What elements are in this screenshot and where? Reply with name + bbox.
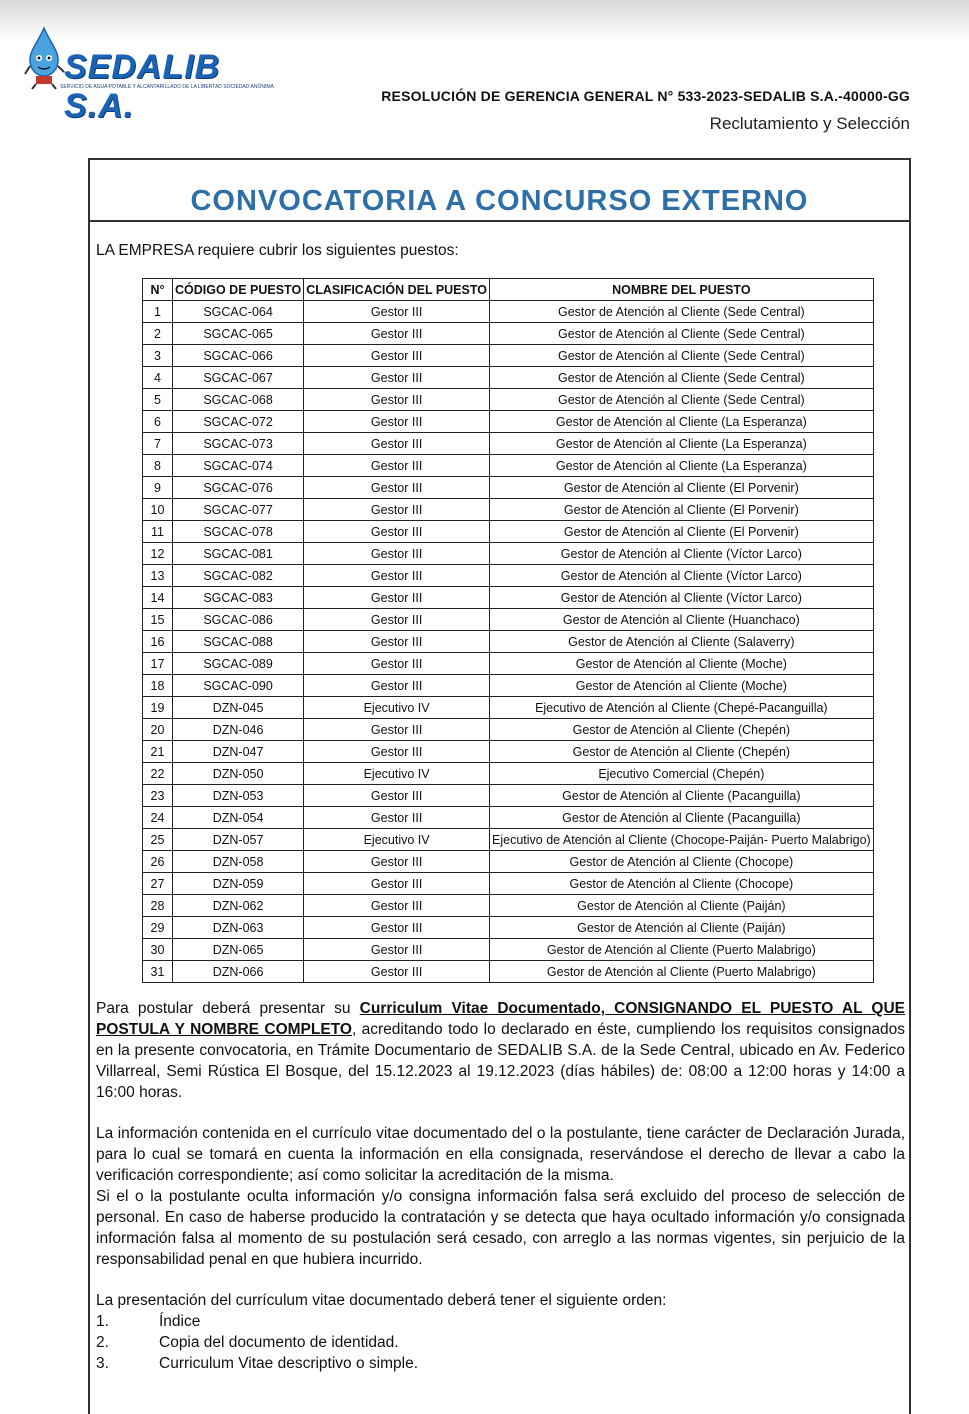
position-code: SGCAC-088 (173, 631, 304, 653)
position-classification: Gestor III (304, 873, 490, 895)
table-row (143, 895, 874, 917)
position-name: Gestor de Atención al Cliente (Pacanguilla) (490, 785, 874, 807)
row-number: 2 (143, 323, 173, 345)
row-number: 22 (143, 763, 173, 785)
position-name: Gestor de Atención al Cliente (Huanchaco) (490, 609, 874, 631)
table-header-row (143, 279, 874, 301)
position-classification: Gestor III (304, 895, 490, 917)
position-code: DZN-066 (173, 961, 304, 983)
document-frame (88, 158, 911, 1414)
position-classification: Gestor III (304, 851, 490, 873)
header-code: CÓDIGO DE PUESTO (173, 279, 304, 301)
row-number: 12 (143, 543, 173, 565)
position-code: DZN-065 (173, 939, 304, 961)
row-number: 10 (143, 499, 173, 521)
position-classification: Ejecutivo IV (304, 763, 490, 785)
position-code: SGCAC-081 (173, 543, 304, 565)
table-row (143, 477, 874, 499)
position-classification: Gestor III (304, 719, 490, 741)
position-code: SGCAC-082 (173, 565, 304, 587)
position-classification: Gestor III (304, 785, 490, 807)
resolution-number: RESOLUCIÓN DE GERENCIA GENERAL N° 533-2023-SEDALIB S.A.-40000-GG (381, 88, 910, 104)
position-classification: Gestor III (304, 433, 490, 455)
position-name: Gestor de Atención al Cliente (Puerto Malabrigo) (490, 961, 874, 983)
position-name: Gestor de Atención al Cliente (Salaverry) (490, 631, 874, 653)
position-name: Gestor de Atención al Cliente (Sede Central) (490, 301, 874, 323)
row-number: 9 (143, 477, 173, 499)
position-name: Gestor de Atención al Cliente (Víctor Larco) (490, 543, 874, 565)
postulation-lead: Para postular deberá presentar su (96, 1000, 360, 1017)
position-classification: Gestor III (304, 455, 490, 477)
list-number: 3. (96, 1355, 109, 1372)
table-row (143, 741, 874, 763)
position-classification: Gestor III (304, 411, 490, 433)
table-row (143, 455, 874, 477)
row-number: 8 (143, 455, 173, 477)
table-row (143, 521, 874, 543)
position-code: SGCAC-064 (173, 301, 304, 323)
position-classification: Gestor III (304, 323, 490, 345)
position-code: SGCAC-065 (173, 323, 304, 345)
position-code: SGCAC-066 (173, 345, 304, 367)
table-row (143, 301, 874, 323)
position-name: Gestor de Atención al Cliente (Sede Central) (490, 345, 874, 367)
order-intro: La presentación del currículum vitae documentado deberá tener el siguiente orden: (96, 1292, 667, 1309)
row-number: 25 (143, 829, 173, 851)
position-name: Gestor de Atención al Cliente (Chepén) (490, 719, 874, 741)
table-row (143, 499, 874, 521)
position-classification: Gestor III (304, 675, 490, 697)
row-number: 3 (143, 345, 173, 367)
table-row (143, 961, 874, 983)
table-row (143, 565, 874, 587)
table-row (143, 609, 874, 631)
row-number: 7 (143, 433, 173, 455)
list-item (96, 1353, 905, 1374)
position-code: SGCAC-074 (173, 455, 304, 477)
row-number: 23 (143, 785, 173, 807)
row-number: 27 (143, 873, 173, 895)
position-name: Gestor de Atención al Cliente (Sede Central) (490, 389, 874, 411)
position-code: SGCAC-086 (173, 609, 304, 631)
row-number: 11 (143, 521, 173, 543)
row-number: 4 (143, 367, 173, 389)
row-number: 17 (143, 653, 173, 675)
position-name: Gestor de Atención al Cliente (Pacanguilla) (490, 807, 874, 829)
position-classification: Gestor III (304, 631, 490, 653)
position-code: DZN-062 (173, 895, 304, 917)
position-code: SGCAC-067 (173, 367, 304, 389)
table-row (143, 851, 874, 873)
position-code: SGCAC-089 (173, 653, 304, 675)
position-name: Gestor de Atención al Cliente (Sede Central) (490, 367, 874, 389)
position-classification: Gestor III (304, 301, 490, 323)
position-classification: Gestor III (304, 477, 490, 499)
position-classification: Gestor III (304, 653, 490, 675)
row-number: 16 (143, 631, 173, 653)
position-name: Gestor de Atención al Cliente (Víctor Larco) (490, 565, 874, 587)
position-code: DZN-058 (173, 851, 304, 873)
logo-wordmark: SEDALIB S.A. (64, 48, 221, 125)
logo-subtitle: SERVICIO DE AGUA POTABLE Y ALCANTARILLADO DE LA LIBERTAD SOCIEDAD ANÓNIMA (60, 84, 274, 90)
row-number: 30 (143, 939, 173, 961)
table-row (143, 587, 874, 609)
position-name: Gestor de Atención al Cliente (Víctor Larco) (490, 587, 874, 609)
row-number: 1 (143, 301, 173, 323)
position-classification: Gestor III (304, 389, 490, 411)
position-classification: Ejecutivo IV (304, 829, 490, 851)
position-name: Gestor de Atención al Cliente (Moche) (490, 653, 874, 675)
intro-text: LA EMPRESA requiere cubrir los siguientes puestos: (96, 242, 459, 259)
declaration-text-2: Si el o la postulante oculta información y/o consigna información falsa será excluido del proceso de selección de personal. En caso de haberse producido la contratación y se detecta que haya ocultado información y/o consignada información falsa al momento de su postulación será cesado, con arreglo a las normas vigentes, sin perjuicio de la responsabilidad penal en que hubiera incurrido. (96, 1188, 905, 1268)
table-row (143, 653, 874, 675)
table-row (143, 543, 874, 565)
list-item (96, 1311, 905, 1332)
position-name: Gestor de Atención al Cliente (La Esperanza) (490, 411, 874, 433)
position-name: Gestor de Atención al Cliente (Chocope) (490, 851, 874, 873)
row-number: 24 (143, 807, 173, 829)
position-classification: Gestor III (304, 543, 490, 565)
position-name: Gestor de Atención al Cliente (Moche) (490, 675, 874, 697)
page-title: CONVOCATORIA A CONCURSO EXTERNO (190, 184, 809, 217)
position-classification: Gestor III (304, 499, 490, 521)
declaration-paragraph (96, 1123, 905, 1270)
position-name: Ejecutivo de Atención al Cliente (Chocope-Paiján- Puerto Malabrigo) (490, 829, 874, 851)
position-code: DZN-063 (173, 917, 304, 939)
position-code: SGCAC-078 (173, 521, 304, 543)
position-code: DZN-059 (173, 873, 304, 895)
position-name: Ejecutivo Comercial (Chepén) (490, 763, 874, 785)
order-section (96, 1290, 905, 1374)
title-box (90, 160, 909, 222)
position-classification: Gestor III (304, 741, 490, 763)
header-classification: CLASIFICACIÓN DEL PUESTO (304, 279, 490, 301)
position-name: Gestor de Atención al Cliente (Sede Central) (490, 323, 874, 345)
position-code: SGCAC-090 (173, 675, 304, 697)
position-classification: Gestor III (304, 345, 490, 367)
position-code: DZN-045 (173, 697, 304, 719)
position-classification: Gestor III (304, 939, 490, 961)
position-name: Gestor de Atención al Cliente (Paiján) (490, 917, 874, 939)
list-text: Copia del documento de identidad. (159, 1334, 399, 1351)
position-name: Gestor de Atención al Cliente (El Porvenir) (490, 499, 874, 521)
position-classification: Ejecutivo IV (304, 697, 490, 719)
table-row (143, 433, 874, 455)
table-row (143, 697, 874, 719)
list-number: 2. (96, 1334, 109, 1351)
position-name: Gestor de Atención al Cliente (El Porvenir) (490, 521, 874, 543)
position-name: Ejecutivo de Atención al Cliente (Chepé-Pacanguilla) (490, 697, 874, 719)
postulation-rest: , acreditando todo lo declarado en éste, cumpliendo los requisitos consignados en la presente convocatoria, en Trámite Documentario de SEDALIB S.A. de la Sede Central, ubicado en Av. Federico Villarreal, Semi Rústica El Bosque, del 15.12.2023 al 19.12.2023 (días hábiles) de: 08:00 a 12:00 horas y 14:00 a 16:00 horas. (96, 1021, 905, 1101)
position-classification: Gestor III (304, 587, 490, 609)
position-code: SGCAC-083 (173, 587, 304, 609)
position-code: DZN-047 (173, 741, 304, 763)
row-number: 14 (143, 587, 173, 609)
position-classification: Gestor III (304, 521, 490, 543)
table-row (143, 807, 874, 829)
area-label: Reclutamiento y Selección (709, 114, 910, 133)
table-row (143, 785, 874, 807)
position-code: SGCAC-068 (173, 389, 304, 411)
table-row (143, 763, 874, 785)
row-number: 29 (143, 917, 173, 939)
table-row (143, 675, 874, 697)
position-name: Gestor de Atención al Cliente (Paiján) (490, 895, 874, 917)
position-name: Gestor de Atención al Cliente (La Esperanza) (490, 433, 874, 455)
position-classification: Gestor III (304, 917, 490, 939)
sedalib-logo (24, 26, 274, 125)
positions-table (142, 278, 874, 983)
position-code: DZN-054 (173, 807, 304, 829)
row-number: 31 (143, 961, 173, 983)
table-row (143, 873, 874, 895)
row-number: 28 (143, 895, 173, 917)
table-row (143, 917, 874, 939)
declaration-text-1: La información contenida en el currículo vitae documentado del o la postulante, tiene carácter de Declaración Jurada, para lo cual se tomará en cuenta la información en ella consignada, reservándose el derecho de llevar a cabo la verificación correspondiente; así como solicitar la acreditación de la misma. (96, 1125, 905, 1184)
table-row (143, 939, 874, 961)
list-text: Índice (159, 1313, 201, 1330)
list-item (96, 1332, 905, 1353)
postulation-emphasis: Curriculum Vitae Documentado, CONSIGNANDO EL PUESTO AL QUE POSTULA Y NOMBRE COMPLETO (96, 1000, 905, 1038)
position-code: DZN-053 (173, 785, 304, 807)
row-number: 15 (143, 609, 173, 631)
table-row (143, 631, 874, 653)
table-row (143, 719, 874, 741)
table-row (143, 345, 874, 367)
position-classification: Gestor III (304, 367, 490, 389)
row-number: 18 (143, 675, 173, 697)
table-row (143, 411, 874, 433)
row-number: 26 (143, 851, 173, 873)
document-body (96, 998, 905, 1374)
position-code: SGCAC-076 (173, 477, 304, 499)
position-classification: Gestor III (304, 961, 490, 983)
header-number: N° (143, 279, 173, 301)
table-row (143, 829, 874, 851)
table-row (143, 323, 874, 345)
list-text: Curriculum Vitae descriptivo o simple. (159, 1355, 419, 1372)
position-code: SGCAC-077 (173, 499, 304, 521)
position-classification: Gestor III (304, 609, 490, 631)
position-code: DZN-057 (173, 829, 304, 851)
postulation-paragraph (96, 998, 905, 1103)
position-name: Gestor de Atención al Cliente (Chocope) (490, 873, 874, 895)
header-position-name: NOMBRE DEL PUESTO (490, 279, 874, 301)
table-body (143, 301, 874, 983)
row-number: 21 (143, 741, 173, 763)
position-code: SGCAC-073 (173, 433, 304, 455)
position-classification: Gestor III (304, 565, 490, 587)
position-name: Gestor de Atención al Cliente (La Esperanza) (490, 455, 874, 477)
position-classification: Gestor III (304, 807, 490, 829)
row-number: 6 (143, 411, 173, 433)
position-name: Gestor de Atención al Cliente (Chepén) (490, 741, 874, 763)
position-code: DZN-050 (173, 763, 304, 785)
row-number: 5 (143, 389, 173, 411)
row-number: 13 (143, 565, 173, 587)
table-row (143, 367, 874, 389)
list-number: 1. (96, 1313, 109, 1330)
position-code: SGCAC-072 (173, 411, 304, 433)
row-number: 19 (143, 697, 173, 719)
position-name: Gestor de Atención al Cliente (Puerto Malabrigo) (490, 939, 874, 961)
table-row (143, 389, 874, 411)
row-number: 20 (143, 719, 173, 741)
position-name: Gestor de Atención al Cliente (El Porvenir) (490, 477, 874, 499)
position-code: DZN-046 (173, 719, 304, 741)
